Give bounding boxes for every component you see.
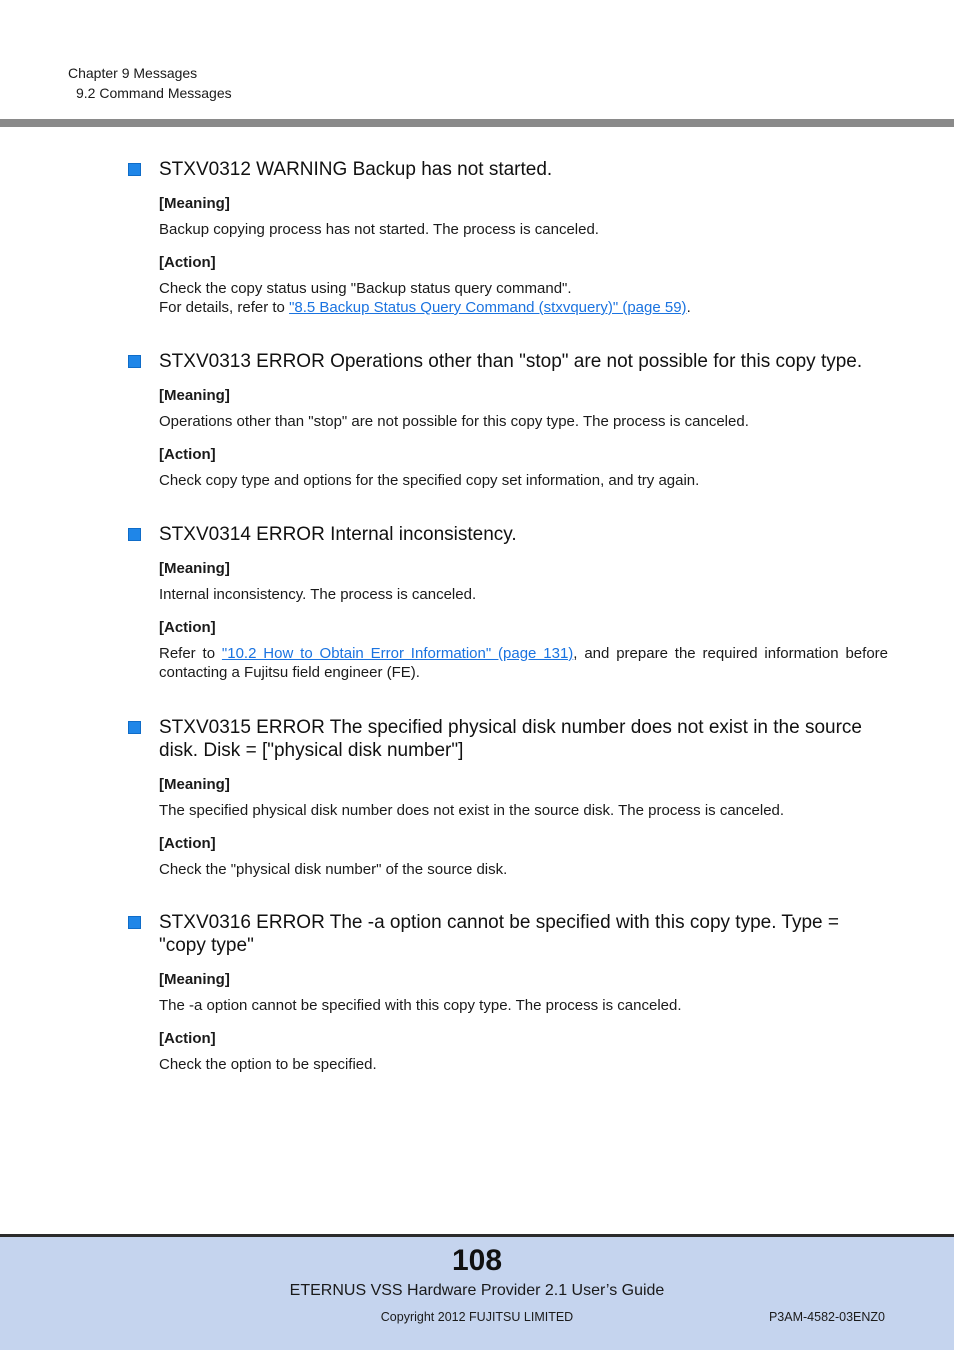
meaning-heading: [Meaning] bbox=[159, 971, 230, 988]
action-text bbox=[159, 644, 888, 683]
action-heading: [Action] bbox=[159, 445, 216, 463]
meaning-heading: [Meaning] bbox=[159, 560, 230, 577]
square-bullet-icon bbox=[128, 355, 141, 368]
action-heading: [Action] bbox=[159, 834, 216, 852]
square-bullet-icon bbox=[128, 163, 141, 176]
meaning-text: The specified physical disk number does not exist in the source disk. The process is canceled. bbox=[159, 802, 785, 819]
action-text: Check copy type and options for the specified copy set information, and try again. bbox=[159, 471, 700, 489]
action-suffix: , and prepare the required information before contacting a Fujitsu field engineer (FE). bbox=[159, 644, 888, 681]
meaning-text: Internal inconsistency. The process is canceled. bbox=[159, 586, 477, 603]
action-suffix: . bbox=[686, 299, 691, 316]
action-heading: [Action] bbox=[159, 618, 216, 636]
meaning-heading: [Meaning] bbox=[159, 195, 230, 212]
document-id: P3AM-4582-03ENZ0 bbox=[768, 1310, 885, 1324]
message-title: STXV0315 ERROR The specified physical disk number does not exist in the source disk. Disk = ["physical disk number"] bbox=[159, 717, 862, 761]
link-backup-status-query[interactable]: "8.5 Backup Status Query Command (stxvquery)" (page 59) bbox=[289, 299, 687, 316]
meaning-heading: [Meaning] bbox=[159, 776, 230, 793]
message-stxv0313 bbox=[128, 350, 888, 490]
guide-title: ETERNUS VSS Hardware Provider 2.1 User’s Guide bbox=[289, 1282, 665, 1299]
action-text: Check the "physical disk number" of the source disk. bbox=[159, 860, 508, 878]
message-title: STXV0312 WARNING Backup has not started. bbox=[159, 159, 553, 180]
page-footer bbox=[0, 1234, 954, 1350]
message-title: STXV0314 ERROR Internal inconsistency. bbox=[159, 524, 517, 545]
header-divider bbox=[0, 119, 954, 127]
breadcrumb bbox=[68, 63, 232, 103]
section-label: 9.2 Command Messages bbox=[76, 85, 232, 101]
meaning-text: Backup copying process has not started. The process is canceled. bbox=[159, 221, 599, 238]
action-heading: [Action] bbox=[159, 1029, 216, 1047]
action-prefix: For details, refer to bbox=[159, 299, 290, 316]
copyright: Copyright 2012 FUJITSU LIMITED bbox=[380, 1310, 574, 1324]
message-title: STXV0313 ERROR Operations other than "stop" are not possible for this copy type. bbox=[159, 351, 863, 372]
message-stxv0316 bbox=[128, 911, 888, 1074]
meaning-text: The -a option cannot be specified with this copy type. The process is canceled. bbox=[159, 997, 682, 1014]
action-line: Check the copy status using "Backup status query command". bbox=[159, 279, 572, 297]
meaning-text: Operations other than "stop" are not possible for this copy type. The process is canceled. bbox=[159, 413, 749, 430]
link-error-information[interactable]: "10.2 How to Obtain Error Information" (page 131) bbox=[221, 644, 574, 662]
action-heading: [Action] bbox=[159, 253, 216, 271]
message-stxv0312 bbox=[128, 158, 888, 318]
footer-divider bbox=[0, 1234, 954, 1237]
message-stxv0315 bbox=[128, 716, 888, 879]
square-bullet-icon bbox=[128, 721, 141, 734]
square-bullet-icon bbox=[128, 528, 141, 541]
action-text bbox=[159, 279, 888, 318]
square-bullet-icon bbox=[128, 916, 141, 929]
action-line bbox=[159, 298, 888, 318]
message-stxv0314 bbox=[128, 523, 888, 683]
action-text: Check the option to be specified. bbox=[159, 1055, 377, 1073]
page-number: 108 bbox=[451, 1244, 503, 1277]
chapter-label: Chapter 9 Messages bbox=[68, 65, 198, 81]
message-title: STXV0316 ERROR The -a option cannot be specified with this copy type. Type = "copy type" bbox=[159, 912, 839, 956]
meaning-heading: [Meaning] bbox=[159, 387, 230, 404]
action-prefix: Refer to bbox=[159, 644, 222, 662]
